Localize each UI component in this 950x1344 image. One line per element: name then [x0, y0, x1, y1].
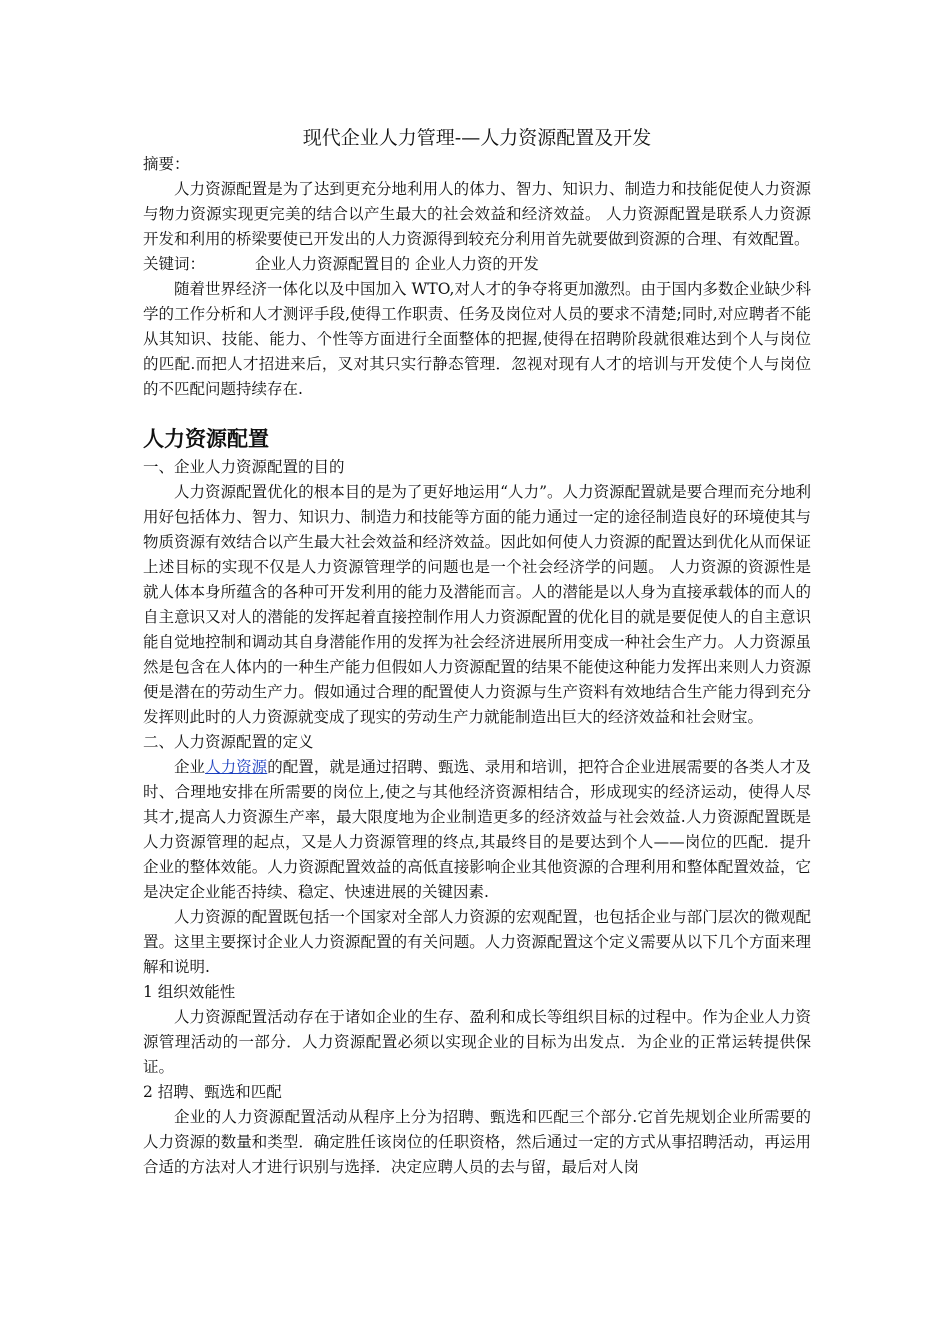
section2-paragraph-2: 人力资源的配置既包括一个国家对全部人力资源的宏观配置，也包括企业与部门层次的微观配置。这里主要探讨企业人力资源配置的有关问题。人力资源配置这个定义需要从以下几个方面来理解和说明. — [143, 908, 811, 976]
subsection1-heading: 1 组织效能性 — [143, 983, 236, 1001]
section1-paragraph: 人力资源配置优化的根本目的是为了更好地运用“人力”。人力资源配置就是要合理而充分地利用好包括体力、智力、知识力、制造力和技能等方面的能力通过一定的途径制造良好的环境使其与物质资源有效结合以产生最大社会效益和经济效益。因此如何使人力资源的配置达到优化从而保证上述目标的实现不仅是人力资源管理学的问题也是一个社会经济学的问题。 人力资源的资源性是就人体本身所蕴含的各种可开发利用的能力及潜能而言。人的潜能是以人身为直接承载体的而人的自主意识又对人的潜能的发挥起着直接控制作用人力资源配置的优化目的就是要促使人的自主意识能自觉地控制和调动其自身潜能作用的发挥为社会经济进展所用变成一种社会生产力。人力资源虽然是包含在人体内的一种生产能力但假如人力资源配置的结果不能使这种能力发挥出来则人力资源便是潜在的劳动生产力。假如通过合理的配置使人力资源与生产资料有效地结合生产能力得到充分发挥则此时的人力资源就变成了现实的劳动生产力就能制造出巨大的经济效益和社会财宝。 — [143, 483, 811, 726]
abstract-label: 摘要： — [143, 155, 190, 173]
keywords-value: 企业人力资源配置目的 企业人力资的开发 — [255, 255, 539, 273]
section2-rest: 的配置，就是通过招聘、甄选、录用和培训，把符合企业进展需要的各类人才及时、合理地安排在所需要的岗位上,使之与其他经济资源相结合，形成现实的经济运动，使得人尽其才,提高人力资源生产率，最大限度地为企业制造更多的经济效益与社会效益.人力资源配置既是人力资源管理的起点，又是人力资源管理的终点,其最终目的是要达到个人——岗位的匹配．提升企业的整体效能。人力资源配置效益的高低直接影响企业其他资源的合理利用和整体配置效益，它是决定企业能否持续、稳定、快速进展的关键因素. — [143, 758, 811, 901]
abstract-paragraph: 人力资源配置是为了达到更充分地利用人的体力、智力、知识力、制造力和技能促使人力资源与物力资源实现更完美的结合以产生最大的社会效益和经济效益。 人力资源配置是联系人力资源开发和利用的桥梁要使已开发出的人力资源得到较充分利用首先就要做到资源的合理、有效配置。 — [143, 180, 811, 248]
document-title: 现代企业人力管理-—人力资源配置及开发 — [302, 127, 652, 149]
section2-heading: 二、人力资源配置的定义 — [143, 733, 314, 751]
hr-resources-link[interactable]: 人力资源 — [205, 758, 268, 776]
section2-prefix: 企业 — [174, 758, 206, 776]
intro-paragraph: 随着世界经济一体化以及中国加入 WTO,对人才的争夺将更加激烈。由于国内多数企业缺少科学的工作分析和人才测评手段,使得工作职责、任务及岗位对人员的要求不清楚;同时,对应聘者不能从其知识、技能、能力、个性等方面进行全面整体的把握,使得在招聘阶段就很难达到个人与岗位的匹配.而把人才招进来后，叉对其只实行静态管理．忽视对现有人才的培训与开发使个人与岗位的不匹配问题持续存在. — [143, 280, 811, 398]
document-body — [143, 124, 811, 1180]
section2-paragraph-1 — [143, 755, 811, 905]
section-title: 人力资源配置 — [143, 426, 269, 451]
section1-heading: 一、企业人力资源配置的目的 — [143, 458, 345, 476]
subsection2-paragraph: 企业的人力资源配置活动从程序上分为招聘、甄选和匹配三个部分.它首先规划企业所需要的人力资源的数量和类型．确定胜任该岗位的任职资格，然后通过一定的方式从事招聘活动，再运用合适的方法对人才进行识别与选择．决定应聘人员的去与留，最后对人岗 — [143, 1108, 811, 1176]
subsection2-heading: 2 招聘、甄选和匹配 — [143, 1083, 282, 1101]
keywords-line — [143, 252, 811, 277]
subsection1-paragraph: 人力资源配置活动存在于诸如企业的生存、盈利和成长等组织目标的过程中。作为企业人力资源管理活动的一部分．人力资源配置必须以实现企业的目标为出发点．为企业的正常运转提供保证。 — [143, 1008, 811, 1076]
keywords-label: 关键词： — [143, 255, 206, 273]
